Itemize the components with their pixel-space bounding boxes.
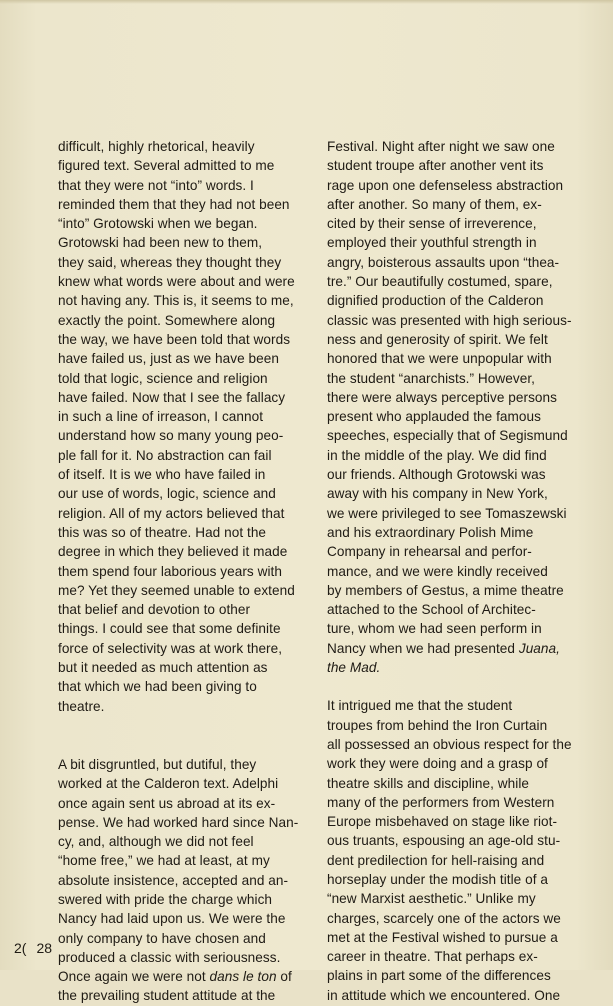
text-line: Nancy when we had presented Juana, [327,640,560,656]
left-paragraph-2 [58,755,298,1006]
folio-fragment: 2( [14,940,27,956]
text-line: only company to have chosen and [58,930,266,946]
text-line: religion. All of my actors believed that [58,505,285,521]
text-line: A bit disgruntled, but dutiful, they [58,756,257,772]
text-line: degree in which they believed it made [58,544,288,560]
text-line: ture, whom we had seen perform in [327,621,542,637]
text-line: “new Marxist aesthetic.” Unlike my [327,891,536,907]
text-line: in the middle of the play. We did find [327,447,547,463]
left-paragraph-1 [58,137,298,716]
text-line: that belief and devotion to other [58,602,251,618]
text-line: Company in rehearsal and perfor- [327,544,532,560]
text-line: worked at the Calderon text. Adelphi [58,776,279,792]
text-line: charges, scarcely one of the actors we [327,910,561,926]
text-line: told that logic, science and religion [58,370,268,386]
text-line: our friends. Although Grotowski was [327,467,546,483]
text-line: they said, whereas they thought they [58,254,282,270]
text-line: our use of words, logic, science and [58,486,276,502]
text-line: ness and generosity of spirit. We felt [327,331,548,347]
text-line: away with his company in New York, [327,486,548,502]
text-line: Europe misbehaved on stage like riot- [327,814,558,830]
text-line: all possessed an obvious respect for the [327,736,572,752]
text-line: plains in part some of the differences [327,968,551,984]
italic-phrase: dans le ton [209,969,277,985]
text-line: and his extraordinary Polish Mime [327,524,534,540]
text-line: in such a line of irreason, I cannot [58,409,264,425]
text-line: met at the Festival wished to pursue a [327,929,558,945]
text-line: not having any. This is, it seems to me, [58,293,294,309]
text-line: Once again we were not dans le ton of [58,969,292,985]
text-line: Festival. Night after night we saw one [327,139,555,154]
text-line: “into” Grotowski when we began. [58,216,258,232]
text-line: mance, and we were kindly received [327,563,548,579]
text-line: ple fall for it. No abstraction can fail [58,447,272,463]
text-line: the student “anarchists.” However, [327,370,535,386]
text-line: we were privileged to see Tomaszewski [327,505,567,521]
italic-phrase: Juana, [518,640,560,656]
text-line: cited by their sense of irreverence, [327,216,537,232]
text-line: classic was presented with high serious- [327,312,572,328]
text-line: work they were doing and a grasp of [327,756,548,772]
left-column [58,137,298,1006]
text-line: attached to the School of Architec- [327,602,536,618]
text-line: that they were not “into” words. I [58,177,254,193]
text-line: dignified production of the Calderon [327,293,544,309]
text-line: career in theatre. That perhaps ex- [327,949,538,965]
text-line: exactly the point. Somewhere along [58,312,276,328]
text-line: pense. We had worked hard since Nan- [58,814,299,830]
text-line: of itself. It is we who have failed in [58,467,266,483]
text-line: this was so of theatre. Had not the [58,524,267,540]
text-line: absolute insistence, accepted and an- [58,872,289,888]
text-line: tre.” Our beautifully costumed, spare, [327,274,553,290]
text-line: rage upon one defenseless abstraction [327,177,564,193]
text-line: horseplay under the modish title of a [327,871,548,887]
text-line: “home free,” we had at least, at my [58,853,270,869]
text-line: by members of Gestus, a mime theatre [327,582,564,598]
text-line: force of selectivity was at work there, [58,640,283,656]
text-line: the Mad. [327,660,381,676]
text-line: theatre. [58,698,105,714]
text-line: the way, we have been told that words [58,331,291,347]
text-line: that which we had been giving to [58,679,257,695]
text-line: knew what words were about and were [58,274,295,290]
text-line: there were always perceptive persons [327,389,557,405]
text-line: difficult, highly rhetorical, heavily [58,139,255,154]
text-line: employed their youthful strength in [327,235,537,251]
right-column [327,137,572,1005]
text-line: angry, boisterous assaults upon “thea- [327,254,560,270]
text-line: ous truants, espousing an age-old stu- [327,833,561,849]
right-paragraph-2 [327,696,572,1005]
text-line: honored that we were unpopular with [327,351,552,367]
page-folio [14,939,52,957]
text-line: things. I could see that some definite [58,621,281,637]
text-line: in attitude which we encountered. One [327,987,561,1003]
text-line: Nancy had laid upon us. We were the [58,911,286,927]
text-line: the prevailing student attitude at the [58,988,276,1004]
text-line: have failed. Now that I see the fallacy [58,389,286,405]
text-line: understand how so many young peo- [58,428,284,444]
page-top-edge [0,0,613,4]
text-line: after another. So many of them, ex- [327,196,542,212]
text-line: have failed us, just as we have been [58,351,279,367]
text-line: cy, and, although we did not feel [58,834,254,850]
text-line: swered with pride the charge which [58,891,273,907]
text-line: many of the performers from Western [327,794,555,810]
text-line: produced a classic with seriousness. [58,949,281,965]
text-line: them spend four laborious years with [58,563,282,579]
text-line: It intrigued me that the student [327,698,513,714]
text-line: once again sent us abroad at its ex- [58,795,276,811]
page-number: 28 [36,940,53,956]
text-line: me? Yet they seemed unable to extend [58,582,295,598]
text-line: dent predilection for hell-raising and [327,852,545,868]
text-line: reminded them that they had not been [58,196,290,212]
text-line: theatre skills and discipline, while [327,775,530,791]
text-line: Grotowski had been new to them, [58,235,263,251]
text-line: figured text. Several admitted to me [58,158,275,174]
text-line: but it needed as much attention as [58,660,268,676]
text-line: troupes from behind the Iron Curtain [327,717,548,733]
text-line: student troupe after another vent its [327,158,544,174]
text-line: present who applauded the famous [327,409,541,425]
right-paragraph-1 [327,137,572,677]
text-line: speeches, especially that of Segismund [327,428,568,444]
